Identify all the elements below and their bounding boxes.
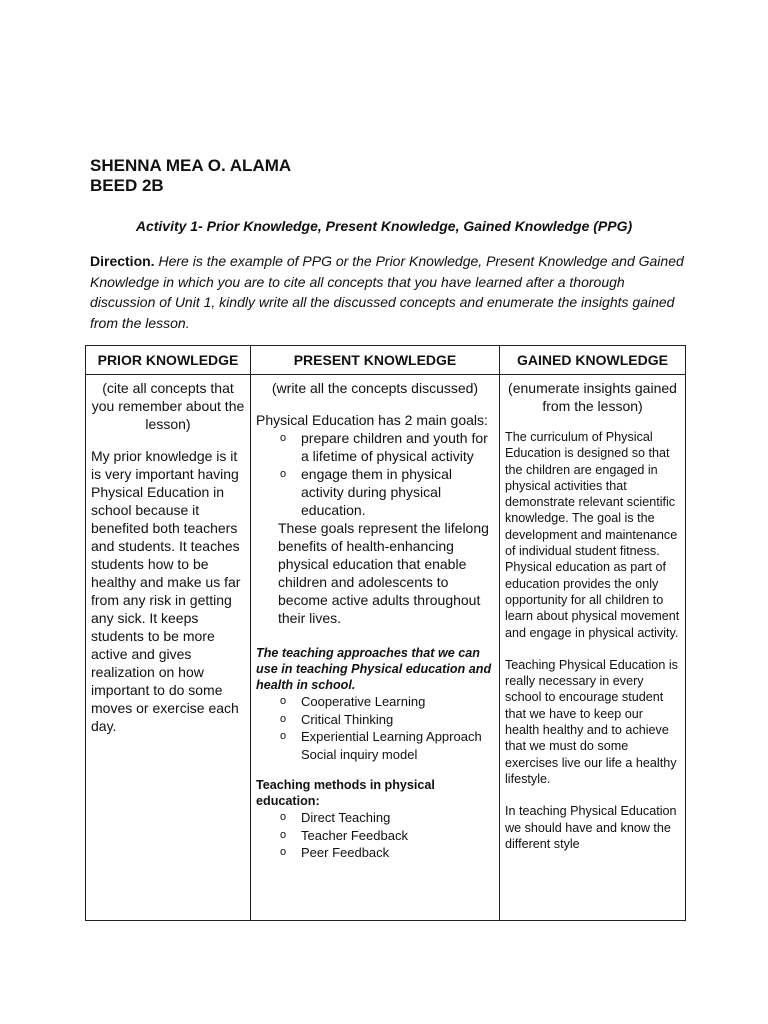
prior-knowledge-cell xyxy=(86,375,251,921)
table-content-row xyxy=(86,375,686,921)
prior-hint: (cite all concepts that you remember about the lesson) xyxy=(91,380,245,432)
list-item: o prepare children and youth for a lifetime of physical activity xyxy=(256,429,494,465)
goals-list xyxy=(256,429,494,519)
prior-text: My prior knowledge is it is very important having Physical Education in school because it benefited both teachers and students. It teaches students how to be healthy and make us far from any risk in getting any sick. It keeps students to be more active and gives realization on how important to do some moves or exercise each day. xyxy=(91,448,241,734)
table-header-row xyxy=(86,346,686,375)
direction-label: Direction. xyxy=(90,253,155,269)
student-section: BEED 2B xyxy=(90,176,164,195)
header-present-knowledge: PRESENT KNOWLEDGE xyxy=(251,346,500,375)
gained-knowledge-cell xyxy=(500,375,686,921)
list-item: o Teacher Feedback xyxy=(256,827,494,845)
list-item: o Peer Feedback xyxy=(256,844,494,862)
direction-text: Here is the example of PPG or the Prior Knowledge, Present Knowledge and Gained Knowledge in which you are to cite all concepts that you have learned after a thorough discussion of Unit 1, kindly write all the discussed concepts and enumerate the insights gained from the lesson. xyxy=(90,253,684,331)
student-name: SHENNA MEA O. ALAMA xyxy=(90,156,292,175)
header-gained-knowledge: GAINED KNOWLEDGE xyxy=(500,346,686,375)
header-prior-knowledge: PRIOR KNOWLEDGE xyxy=(86,346,251,375)
list-item: o Cooperative Learning xyxy=(256,693,494,711)
present-intro: Physical Education has 2 main goals: xyxy=(256,412,488,428)
list-item: o Experiential Learning Approach Social inquiry model xyxy=(256,728,494,763)
list-item: o Direct Teaching xyxy=(256,809,494,827)
gained-paragraph-1: The curriculum of Physical Education is designed so that the children are engaged in physical activities that demonstrate relevant scientific knowledge. The goal is the development and maintenance of individual student fitness. Physical education as part of education provides the only opportunity for all children to learn about physical movement and engage in physical activity. xyxy=(505,430,680,640)
gained-paragraph-3: In teaching Physical Education we should have and know the different style xyxy=(505,804,677,851)
gained-hint: (enumerate insights gained from the lesson) xyxy=(508,380,677,414)
approaches-heading: The teaching approaches that we can use in teaching Physical education and health in school. xyxy=(256,646,492,692)
present-knowledge-cell xyxy=(251,375,500,921)
approaches-list xyxy=(256,693,494,763)
list-item: o engage them in physical activity during physical education. xyxy=(256,465,494,519)
ppg-table xyxy=(85,345,686,921)
goals-text: These goals represent the lifelong benefits of health-enhancing physical education that enable children and adolescents to become active adults throughout their lives. xyxy=(278,520,489,626)
gained-paragraph-2: Teaching Physical Education is really necessary in every school to encourage student that we have to keep our health healthy and to achieve that we must do some exercises live our life a healthy lifestyle. xyxy=(505,657,678,786)
present-hint: (write all the concepts discussed) xyxy=(271,380,479,396)
list-item: o Critical Thinking xyxy=(256,711,494,729)
methods-list xyxy=(256,809,494,862)
student-header xyxy=(90,156,291,196)
activity-title: Activity 1- Prior Knowledge, Present Knowledge, Gained Knowledge (PPG) xyxy=(135,218,633,234)
methods-heading: Teaching methods in physical education: xyxy=(256,778,435,808)
direction-paragraph xyxy=(90,251,690,333)
